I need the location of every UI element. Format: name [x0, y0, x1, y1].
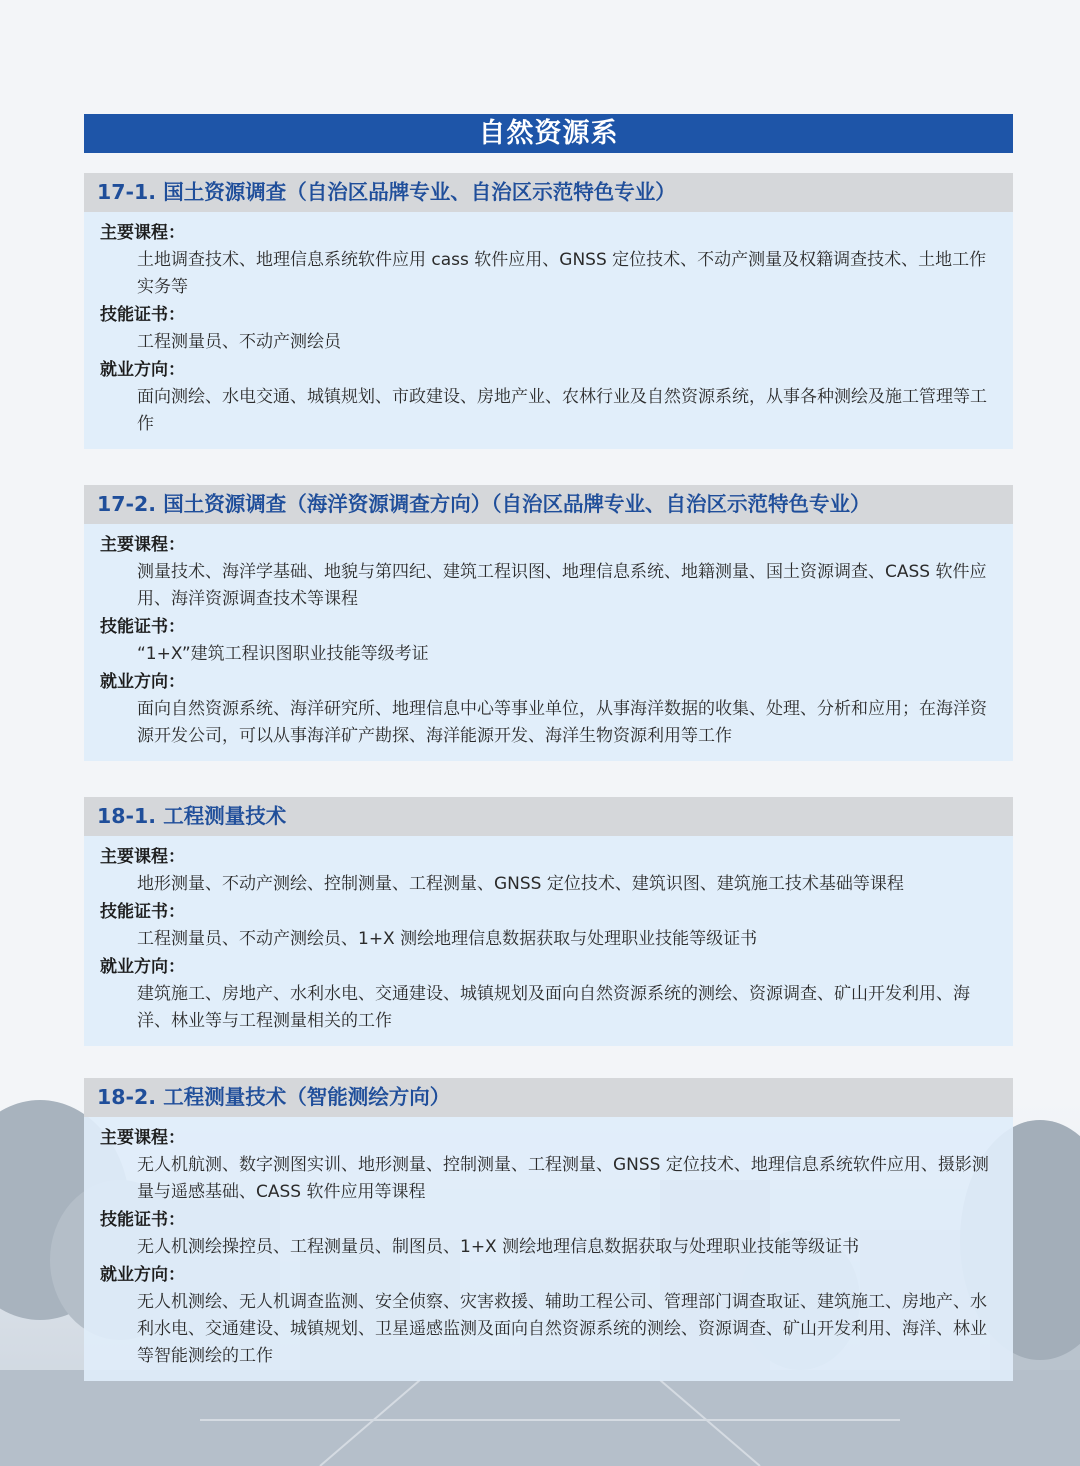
careers-label: 就业方向： [100, 957, 185, 977]
program-block-17-1 [84, 173, 1013, 449]
certificates-text: “1+X”建筑工程识图职业技能等级考证 [137, 644, 429, 664]
certificates-text: 无人机测绘操控员、工程测量员、制图员、1+X 测绘地理信息数据获取与处理职业技能等级证书 [137, 1237, 860, 1257]
courses-label: 主要课程： [100, 223, 185, 243]
program-title: 18-1. 工程测量技术 [84, 797, 1013, 836]
careers-text: 面向测绘、水电交通、城镇规划、市政建设、房地产业、农林行业及自然资源系统，从事各种测绘及施工管理等工作 [137, 387, 987, 434]
program-block-18-1 [84, 797, 1013, 1046]
careers-label: 就业方向： [100, 1265, 185, 1285]
careers-text: 无人机测绘、无人机调查监测、安全侦察、灾害救援、辅助工程公司、管理部门调查取证、建筑施工、房地产、水利水电、交通建设、城镇规划、卫星遥感监测及面向自然资源系统的测绘、资源调查、矿山开发利用、海洋、林业等智能测绘的工作 [137, 1292, 987, 1366]
department-title: 自然资源系 [84, 114, 1013, 153]
certificates-label: 技能证书： [100, 617, 185, 637]
certificates-label: 技能证书： [100, 305, 185, 325]
certificates-label: 技能证书： [100, 902, 185, 922]
courses-label: 主要课程： [100, 535, 185, 555]
program-title: 18-2. 工程测量技术（智能测绘方向） [84, 1078, 1013, 1117]
certificates-text: 工程测量员、不动产测绘员、1+X 测绘地理信息数据获取与处理职业技能等级证书 [137, 929, 758, 949]
courses-text: 土地调查技术、地理信息系统软件应用 cass 软件应用、GNSS 定位技术、不动产测量及权籍调查技术、土地工作实务等 [137, 250, 987, 297]
program-body [84, 836, 1013, 1046]
courses-text: 测量技术、海洋学基础、地貌与第四纪、建筑工程识图、地理信息系统、地籍测量、国土资源调查、CASS 软件应用、海洋资源调查技术等课程 [137, 562, 987, 609]
courses-text: 无人机航测、数字测图实训、地形测量、控制测量、工程测量、GNSS 定位技术、地理信息系统软件应用、摄影测量与遥感基础、CASS 软件应用等课程 [137, 1155, 989, 1202]
program-body [84, 212, 1013, 449]
program-title: 17-1. 国土资源调查（自治区品牌专业、自治区示范特色专业） [84, 173, 1013, 212]
certificates-label: 技能证书： [100, 1210, 185, 1230]
careers-label: 就业方向： [100, 672, 185, 692]
careers-text: 建筑施工、房地产、水利水电、交通建设、城镇规划及面向自然资源系统的测绘、资源调查、矿山开发利用、海洋、林业等与工程测量相关的工作 [137, 984, 970, 1031]
program-block-17-2 [84, 485, 1013, 761]
careers-label: 就业方向： [100, 360, 185, 380]
courses-label: 主要课程： [100, 847, 185, 867]
program-body [84, 524, 1013, 761]
program-title: 17-2. 国土资源调查（海洋资源调查方向）（自治区品牌专业、自治区示范特色专业） [84, 485, 1013, 524]
courses-label: 主要课程： [100, 1128, 185, 1148]
courses-text: 地形测量、不动产测绘、控制测量、工程测量、GNSS 定位技术、建筑识图、建筑施工技术基础等课程 [137, 874, 904, 894]
program-body [84, 1117, 1013, 1381]
careers-text: 面向自然资源系统、海洋研究所、地理信息中心等事业单位，从事海洋数据的收集、处理、分析和应用；在海洋资源开发公司，可以从事海洋矿产勘探、海洋能源开发、海洋生物资源利用等工作 [137, 699, 987, 746]
certificates-text: 工程测量员、不动产测绘员 [137, 332, 341, 352]
program-block-18-2 [84, 1078, 1013, 1381]
